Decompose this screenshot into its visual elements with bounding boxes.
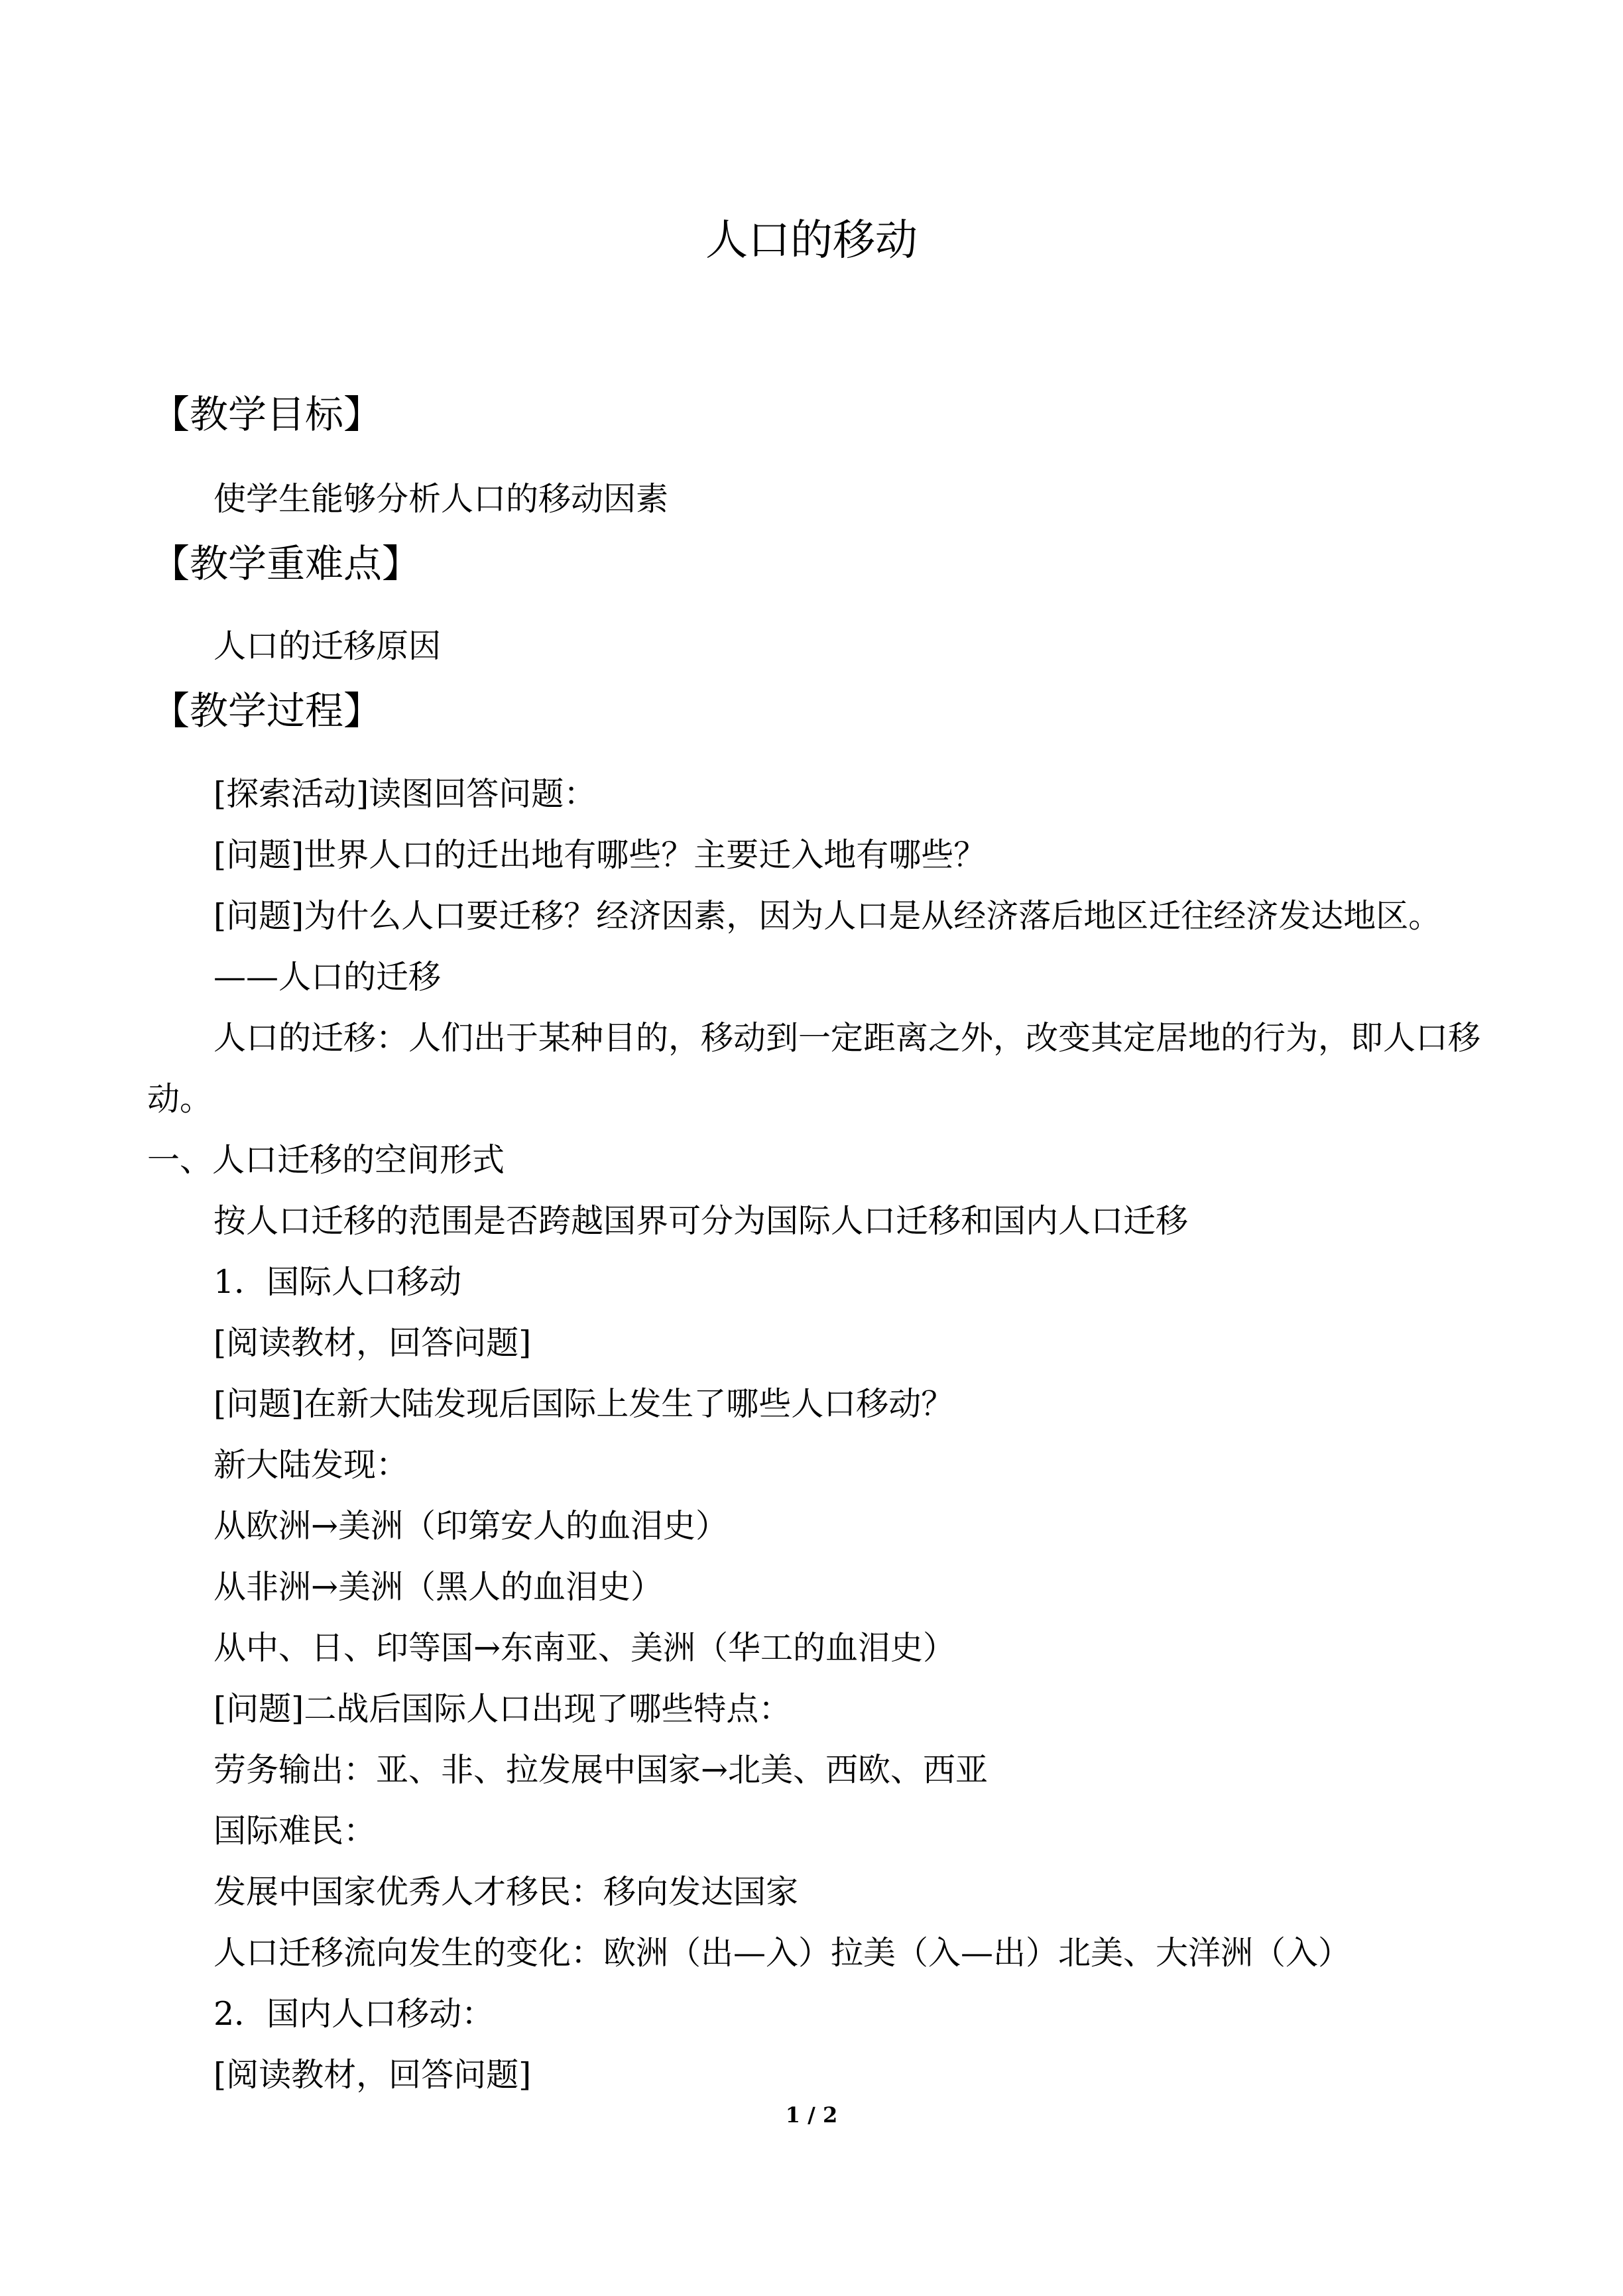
body-line: [阅读教材，回答问题] [213,1324,532,1362]
body-line: [问题]二战后国际人口出现了哪些特点： [213,1690,792,1728]
body-line: [探索活动]读图回答问题： [213,775,597,813]
body-line: 国际难民： [213,1812,377,1850]
body-line: 新大陆发现： [213,1446,409,1484]
body-line: 按人口迁移的范围是否跨越国界可分为国际人口迁移和国内人口迁移 [213,1202,1189,1240]
subsection-heading: 2．国内人口移动： [213,1995,495,2033]
section-heading: 一、人口迁移的空间形式 [147,1141,505,1179]
page-title: 人口的移动 [705,216,918,265]
body-line: 发展中国家优秀人才移民：移向发达国家 [213,1873,799,1911]
key-text: 人口的迁移原因 [213,627,442,665]
body-line: 从非洲→美洲（黑人的血泪史） [213,1568,664,1606]
goal-text: 使学生能够分析人口的移动因素 [213,480,669,518]
body-line: 从欧洲→美洲（印第安人的血泪史） [213,1507,729,1545]
body-line: ——人口的迁移 [213,958,442,996]
body-line: 人口的迁移：人们出于某种目的，移动到一定距离之外，改变其定居地的行为，即人口移 [213,1019,1481,1057]
heading-teaching-goals: 【教学目标】 [151,392,383,437]
body-line: [问题]在新大陆发现后国际上发生了哪些人口移动？ [213,1385,954,1423]
body-line: 从中、日、印等国→东南亚、美洲（华工的血泪史） [213,1629,956,1667]
body-line: [问题]为什么人口要迁移？经济因素，因为人口是从经济落后地区迁往经济发达地区。 [213,897,1441,935]
body-line: 劳务输出：亚、非、拉发展中国家→北美、西欧、西亚 [213,1751,989,1789]
body-line: 动。 [147,1080,213,1118]
body-line: [阅读教材，回答问题] [213,2056,532,2094]
heading-key-points: 【教学重难点】 [151,541,421,586]
body-line: [问题]世界人口的迁出地有哪些？主要迁入地有哪些？ [213,836,987,874]
heading-teaching-process: 【教学过程】 [151,688,383,733]
subsection-heading: 1．国际人口移动 [213,1263,462,1301]
body-line: 人口迁移流向发生的变化：欧洲（出—入）拉美（入—出）北美、大洋洲（入） [213,1934,1351,1972]
page-number: 1 / 2 [785,2102,838,2128]
